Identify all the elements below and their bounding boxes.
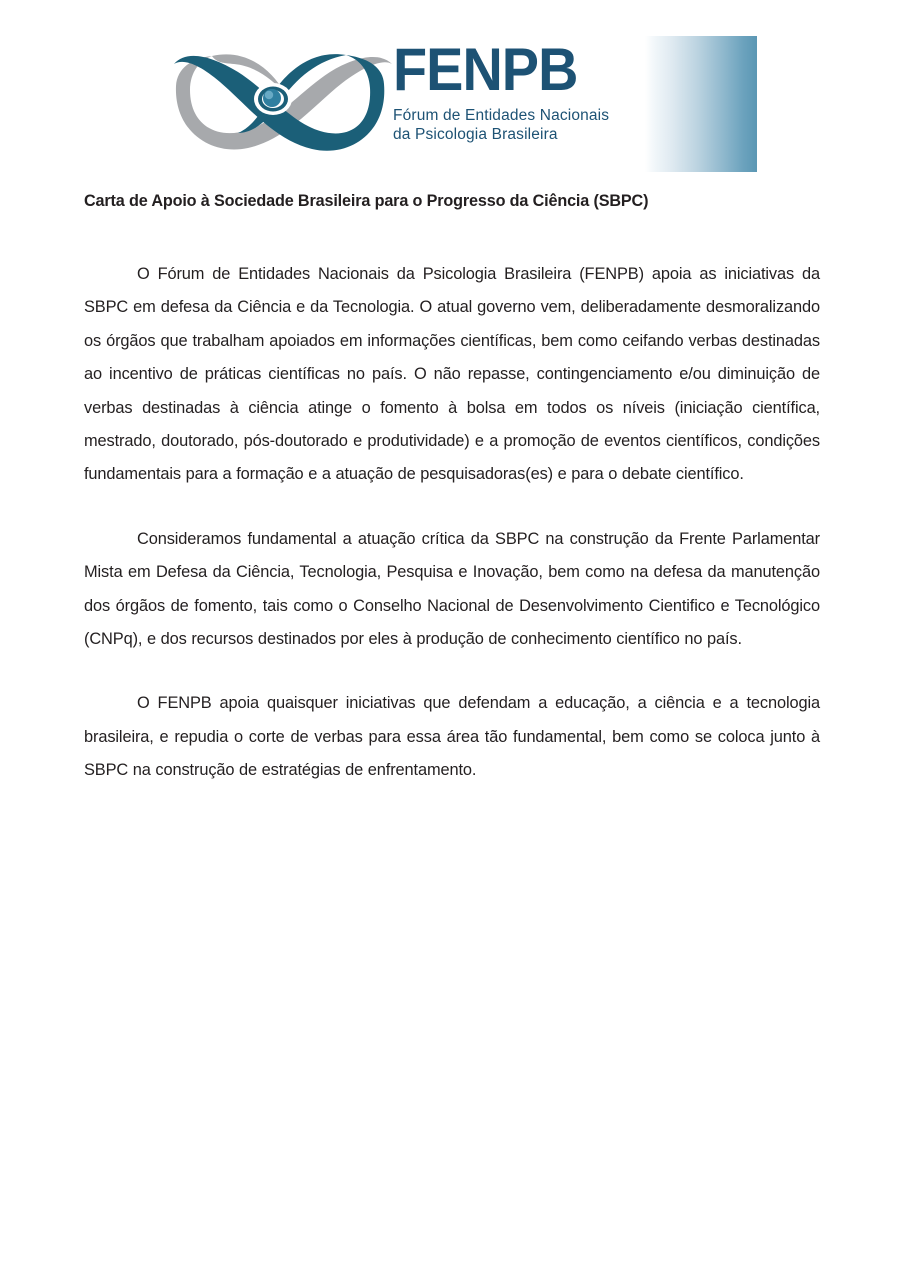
paragraph: O FENPB apoia quaisquer iniciativas que defendam a educação, a ciência e a tecnologia brasileira, e repudia o corte de verbas para essa área tão fundamental, bem como se coloca junto à SBPC na construção de estratégias de enfrentamento. — [84, 694, 820, 780]
paragraph: Consideramos fundamental a atuação crítica da SBPC na construção da Frente Parlamentar Mista em Defesa da Ciência, Tecnologia, Pesquisa e Inovação, bem como na defesa da manutenção dos órgãos de fomento, tais como o Conselho Nacional de Desenvolvimento Cientifico e Tecnológico (CNPq), e dos recursos destinados por eles à produção de conhecimento científico no país. — [84, 529, 820, 649]
wordmark-subtitle-line2: da Psicologia Brasileira — [393, 125, 558, 143]
paragraph: O Fórum de Entidades Nacionais da Psicologia Brasileira (FENPB) apoia as iniciativas da SBPC em defesa da Ciência e da Tecnologia. O atual governo vem, deliberadamente desmoralizando os órgãos que trabalham apoiados em informações científicas, bem como ceifando verbas destinadas ao incentivo de práticas científicas no país. O não repasse, contingenciamento e/ou diminuição de verbas destinadas à ciência atinge o fomento à bolsa em todos os níveis (iniciação científica, mestrado, doutorado, pós-doutorado e produtividade) e a promoção de eventos científicos, condições fundamentais para a formação e a atuação de pesquisadoras(es) e para o debate científico. — [84, 265, 820, 484]
letterhead-gradient-panel — [645, 36, 757, 172]
page-title: Carta de Apoio à Sociedade Brasileira para o Progresso da Ciência (SBPC) — [84, 192, 649, 210]
wordmark — [393, 36, 653, 144]
wordmark-acronym: FENPB — [393, 36, 578, 103]
wordmark-subtitle-line1: Fórum de Entidades Nacionais — [393, 107, 610, 124]
infinity-ribbon-logo-icon — [160, 36, 400, 161]
document-body — [84, 190, 820, 788]
letterhead — [0, 0, 904, 182]
